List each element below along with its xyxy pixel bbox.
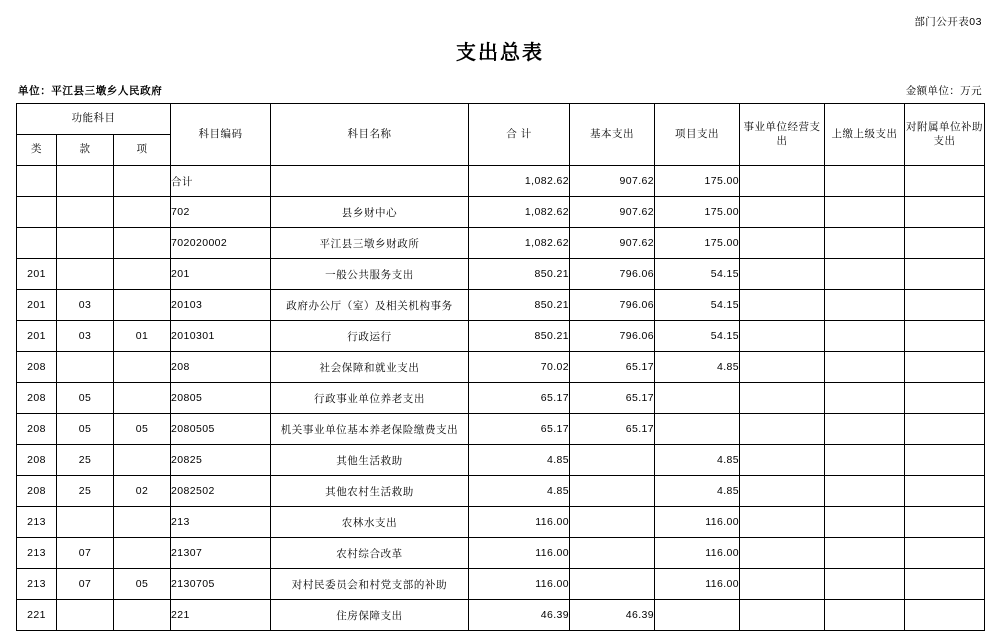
header-kuan: 款 — [57, 135, 114, 166]
cell-basic: 65.17 — [570, 383, 655, 414]
cell-project: 116.00 — [655, 538, 740, 569]
cell-business — [740, 321, 825, 352]
cell-business — [740, 228, 825, 259]
table-header-row-1 — [17, 104, 985, 135]
table-row — [17, 259, 985, 290]
cell-name: 农村综合改革 — [271, 538, 469, 569]
cell-project: 54.15 — [655, 290, 740, 321]
unit-label: 单位：平江县三墩乡人民政府 — [18, 85, 163, 97]
cell-kuan — [57, 197, 114, 228]
cell-kuan — [57, 352, 114, 383]
cell-lei: 201 — [17, 290, 57, 321]
table-row — [17, 321, 985, 352]
cell-upper — [825, 476, 905, 507]
cell-xiang: 02 — [114, 476, 171, 507]
cell-business — [740, 383, 825, 414]
cell-kuan: 07 — [57, 569, 114, 600]
cell-name: 行政事业单位养老支出 — [271, 383, 469, 414]
cell-total: 116.00 — [469, 569, 570, 600]
cell-xiang — [114, 197, 171, 228]
cell-basic: 907.62 — [570, 228, 655, 259]
cell-basic — [570, 507, 655, 538]
cell-kuan: 03 — [57, 290, 114, 321]
cell-project — [655, 383, 740, 414]
cell-name: 其他生活救助 — [271, 445, 469, 476]
cell-upper — [825, 538, 905, 569]
cell-subsidy — [905, 507, 985, 538]
cell-code: 2010301 — [171, 321, 271, 352]
cell-kuan: 25 — [57, 476, 114, 507]
cell-name: 住房保障支出 — [271, 600, 469, 631]
cell-name: 对村民委员会和村党支部的补助 — [271, 569, 469, 600]
cell-name: 社会保障和就业支出 — [271, 352, 469, 383]
cell-subsidy — [905, 476, 985, 507]
cell-upper — [825, 414, 905, 445]
cell-project: 54.15 — [655, 321, 740, 352]
cell-project — [655, 414, 740, 445]
cell-xiang — [114, 507, 171, 538]
cell-code: 合计 — [171, 166, 271, 197]
meta-row — [16, 69, 984, 103]
cell-total: 116.00 — [469, 507, 570, 538]
cell-total: 46.39 — [469, 600, 570, 631]
expenditure-table — [16, 103, 985, 631]
cell-lei — [17, 166, 57, 197]
cell-upper — [825, 197, 905, 228]
cell-project: 54.15 — [655, 259, 740, 290]
cell-upper — [825, 321, 905, 352]
cell-business — [740, 197, 825, 228]
cell-lei — [17, 228, 57, 259]
page-title: 支出总表 — [456, 42, 544, 64]
cell-upper — [825, 166, 905, 197]
cell-subsidy — [905, 445, 985, 476]
cell-basic: 46.39 — [570, 600, 655, 631]
cell-total: 65.17 — [469, 383, 570, 414]
cell-subsidy — [905, 414, 985, 445]
cell-code: 2080505 — [171, 414, 271, 445]
header-project: 项目支出 — [655, 104, 740, 166]
cell-business — [740, 600, 825, 631]
cell-basic: 65.17 — [570, 414, 655, 445]
cell-xiang — [114, 290, 171, 321]
cell-xiang — [114, 228, 171, 259]
cell-project: 4.85 — [655, 352, 740, 383]
cell-subsidy — [905, 321, 985, 352]
table-row — [17, 197, 985, 228]
cell-kuan: 05 — [57, 414, 114, 445]
cell-code: 221 — [171, 600, 271, 631]
table-row — [17, 352, 985, 383]
cell-lei: 208 — [17, 414, 57, 445]
cell-subsidy — [905, 197, 985, 228]
cell-basic — [570, 538, 655, 569]
header-lei: 类 — [17, 135, 57, 166]
cell-kuan — [57, 259, 114, 290]
cell-project: 116.00 — [655, 507, 740, 538]
cell-upper — [825, 569, 905, 600]
cell-xiang: 05 — [114, 569, 171, 600]
cell-total: 4.85 — [469, 445, 570, 476]
cell-basic — [570, 569, 655, 600]
table-row — [17, 414, 985, 445]
cell-upper — [825, 352, 905, 383]
table-row — [17, 290, 985, 321]
cell-code: 2082502 — [171, 476, 271, 507]
cell-subsidy — [905, 228, 985, 259]
cell-business — [740, 414, 825, 445]
cell-xiang — [114, 383, 171, 414]
cell-total: 1,082.62 — [469, 197, 570, 228]
cell-kuan — [57, 166, 114, 197]
cell-total: 850.21 — [469, 259, 570, 290]
table-row — [17, 507, 985, 538]
table-row — [17, 383, 985, 414]
cell-business — [740, 507, 825, 538]
cell-business — [740, 538, 825, 569]
cell-subsidy — [905, 538, 985, 569]
cell-xiang — [114, 166, 171, 197]
cell-total: 1,082.62 — [469, 228, 570, 259]
cell-basic: 907.62 — [570, 197, 655, 228]
cell-name: 其他农村生活救助 — [271, 476, 469, 507]
cell-code: 208 — [171, 352, 271, 383]
cell-project — [655, 600, 740, 631]
cell-name: 行政运行 — [271, 321, 469, 352]
cell-name: 平江县三墩乡财政所 — [271, 228, 469, 259]
cell-xiang — [114, 445, 171, 476]
cell-upper — [825, 600, 905, 631]
table-head — [17, 104, 985, 166]
cell-code: 20825 — [171, 445, 271, 476]
cell-basic — [570, 476, 655, 507]
cell-code: 20805 — [171, 383, 271, 414]
cell-xiang: 05 — [114, 414, 171, 445]
cell-kuan — [57, 600, 114, 631]
cell-business — [740, 290, 825, 321]
cell-basic — [570, 445, 655, 476]
table-body — [17, 166, 985, 631]
cell-project: 175.00 — [655, 166, 740, 197]
cell-kuan: 05 — [57, 383, 114, 414]
cell-total: 70.02 — [469, 352, 570, 383]
cell-basic: 796.06 — [570, 259, 655, 290]
header-functional-group: 功能科目 — [17, 104, 171, 135]
cell-total: 116.00 — [469, 538, 570, 569]
header-total: 合 计 — [469, 104, 570, 166]
cell-subsidy — [905, 166, 985, 197]
cell-code: 21307 — [171, 538, 271, 569]
header-subsidy: 对附属单位补助支出 — [905, 104, 985, 166]
cell-upper — [825, 383, 905, 414]
cell-lei: 213 — [17, 569, 57, 600]
cell-kuan — [57, 507, 114, 538]
cell-code: 213 — [171, 507, 271, 538]
cell-kuan — [57, 228, 114, 259]
header-basic: 基本支出 — [570, 104, 655, 166]
cell-name: 农林水支出 — [271, 507, 469, 538]
header-business: 事业单位经营支出 — [740, 104, 825, 166]
table-row — [17, 600, 985, 631]
cell-code: 702020002 — [171, 228, 271, 259]
cell-subsidy — [905, 352, 985, 383]
cell-lei: 213 — [17, 507, 57, 538]
cell-basic: 907.62 — [570, 166, 655, 197]
cell-code: 702 — [171, 197, 271, 228]
cell-name: 政府办公厅（室）及相关机构事务 — [271, 290, 469, 321]
cell-kuan: 03 — [57, 321, 114, 352]
amount-unit-label: 金额单位：万元 — [905, 85, 982, 97]
cell-project: 175.00 — [655, 197, 740, 228]
form-code: 部门公开表03 — [914, 16, 982, 28]
table-row — [17, 228, 985, 259]
cell-business — [740, 352, 825, 383]
cell-lei — [17, 197, 57, 228]
cell-xiang — [114, 259, 171, 290]
cell-xiang — [114, 600, 171, 631]
cell-basic: 796.06 — [570, 321, 655, 352]
cell-name: 一般公共服务支出 — [271, 259, 469, 290]
cell-subsidy — [905, 600, 985, 631]
cell-xiang — [114, 352, 171, 383]
table-row — [17, 569, 985, 600]
table-row — [17, 538, 985, 569]
cell-lei: 208 — [17, 383, 57, 414]
cell-total: 4.85 — [469, 476, 570, 507]
cell-xiang: 01 — [114, 321, 171, 352]
cell-subsidy — [905, 290, 985, 321]
cell-code: 20103 — [171, 290, 271, 321]
cell-lei: 208 — [17, 476, 57, 507]
cell-total: 850.21 — [469, 290, 570, 321]
cell-name: 县乡财中心 — [271, 197, 469, 228]
cell-code: 201 — [171, 259, 271, 290]
cell-lei: 201 — [17, 321, 57, 352]
cell-upper — [825, 445, 905, 476]
cell-kuan: 07 — [57, 538, 114, 569]
header-code: 科目编码 — [171, 104, 271, 166]
cell-code: 2130705 — [171, 569, 271, 600]
cell-business — [740, 569, 825, 600]
cell-total: 850.21 — [469, 321, 570, 352]
cell-subsidy — [905, 383, 985, 414]
cell-project: 4.85 — [655, 445, 740, 476]
cell-upper — [825, 507, 905, 538]
cell-business — [740, 445, 825, 476]
cell-name — [271, 166, 469, 197]
cell-subsidy — [905, 259, 985, 290]
cell-upper — [825, 259, 905, 290]
header-name: 科目名称 — [271, 104, 469, 166]
cell-lei: 213 — [17, 538, 57, 569]
cell-basic: 65.17 — [570, 352, 655, 383]
cell-upper — [825, 228, 905, 259]
cell-lei: 208 — [17, 445, 57, 476]
cell-name: 机关事业单位基本养老保险缴费支出 — [271, 414, 469, 445]
table-row — [17, 476, 985, 507]
cell-xiang — [114, 538, 171, 569]
cell-project: 116.00 — [655, 569, 740, 600]
cell-total: 1,082.62 — [469, 166, 570, 197]
cell-basic: 796.06 — [570, 290, 655, 321]
cell-kuan: 25 — [57, 445, 114, 476]
cell-lei: 208 — [17, 352, 57, 383]
cell-project: 4.85 — [655, 476, 740, 507]
cell-business — [740, 476, 825, 507]
cell-project: 175.00 — [655, 228, 740, 259]
cell-subsidy — [905, 569, 985, 600]
header-upper: 上缴上级支出 — [825, 104, 905, 166]
table-row — [17, 445, 985, 476]
header-xiang: 项 — [114, 135, 171, 166]
cell-total: 65.17 — [469, 414, 570, 445]
cell-lei: 221 — [17, 600, 57, 631]
cell-lei: 201 — [17, 259, 57, 290]
cell-business — [740, 259, 825, 290]
cell-business — [740, 166, 825, 197]
cell-upper — [825, 290, 905, 321]
table-row — [17, 166, 985, 197]
